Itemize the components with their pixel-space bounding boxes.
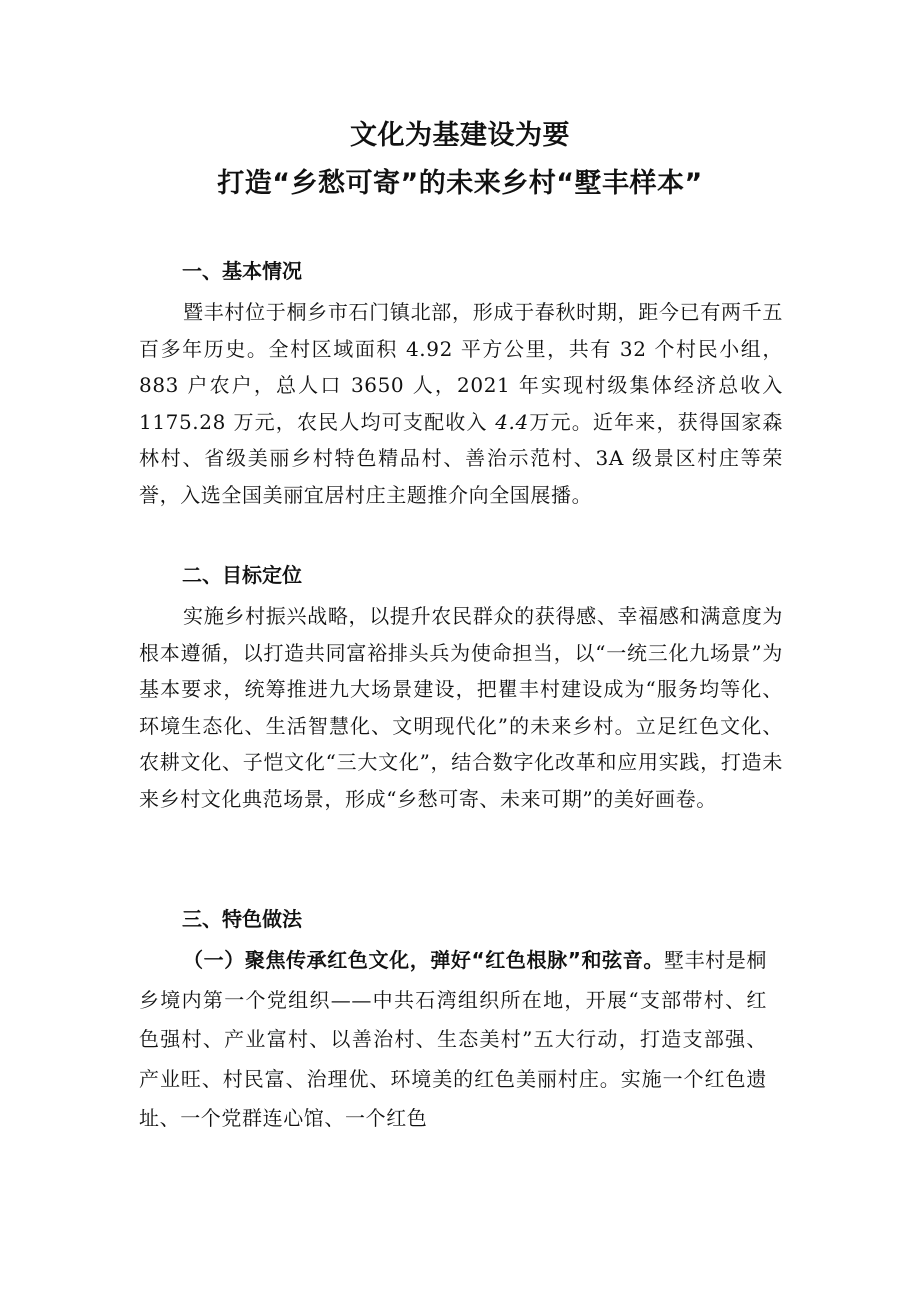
income-value: 4.4 bbox=[495, 409, 529, 434]
section-paragraph-basic-info bbox=[139, 294, 783, 513]
section-paragraph-target: 实施乡村振兴战略，以提升农民群众的获得感、幸福感和满意度为根本遵循，以打造共同富裕排头兵为使命担当，以“一统三化九场景”为基本要求，统筹推进九大场景建设，把瞿丰村建设成为“服务均等化、环境生态化、生活智慧化、文明现代化”的未来乡村。立足红色文化、农耕文化、子恺文化“三大文化”，结合数字化改革和应用实践，打造未来乡村文化典范场景，形成“乡愁可寄、未来可期”的美好画卷。 bbox=[139, 604, 783, 811]
document-title: 文化为基建设为要 bbox=[350, 120, 570, 151]
paragraph-text: 万元。近年来，获得国家森林村、省级美丽乡村特色精品村、善治示范村、3A 级景区村庄等荣誉，入选全国美丽宜居村庄主题推介向全国展播。 bbox=[139, 409, 783, 507]
paragraph-text: 暨丰村位于桐乡市石门镇北部，形成于春秋时期，距今已有两千五百多年历史。全村区域面积 4.92 平方公里，共有 32 个村民小组，883 户农户，总人口 3650 人，2021 年实现村级集体经济总收入 1175.28 万元，农民人均可支配收入 bbox=[139, 300, 783, 434]
section-heading-target: 二、目标定位 bbox=[182, 563, 302, 587]
sub-heading: （一）聚焦传承红色文化，弹好“红色根脉”和弦音。 bbox=[183, 948, 664, 972]
section-paragraph-practices bbox=[139, 941, 767, 1139]
section-heading-practices: 三、特色做法 bbox=[182, 907, 302, 931]
section-heading-basic-info: 一、基本情况 bbox=[182, 259, 302, 283]
paragraph-text: 墅丰村是桐乡境内第一个党组织——中共石湾组织所在地，开展“支部带村、红色强村、产业富村、以善治村、生态美村”五大行动，打造支部强、产业旺、村民富、治理优、环境美的红色美丽村庄。实施一个红色遗址、一个党群连心馆、一个红色 bbox=[139, 948, 767, 1130]
document-subtitle: 打造“乡愁可寄”的未来乡村“墅丰样本” bbox=[217, 168, 703, 199]
